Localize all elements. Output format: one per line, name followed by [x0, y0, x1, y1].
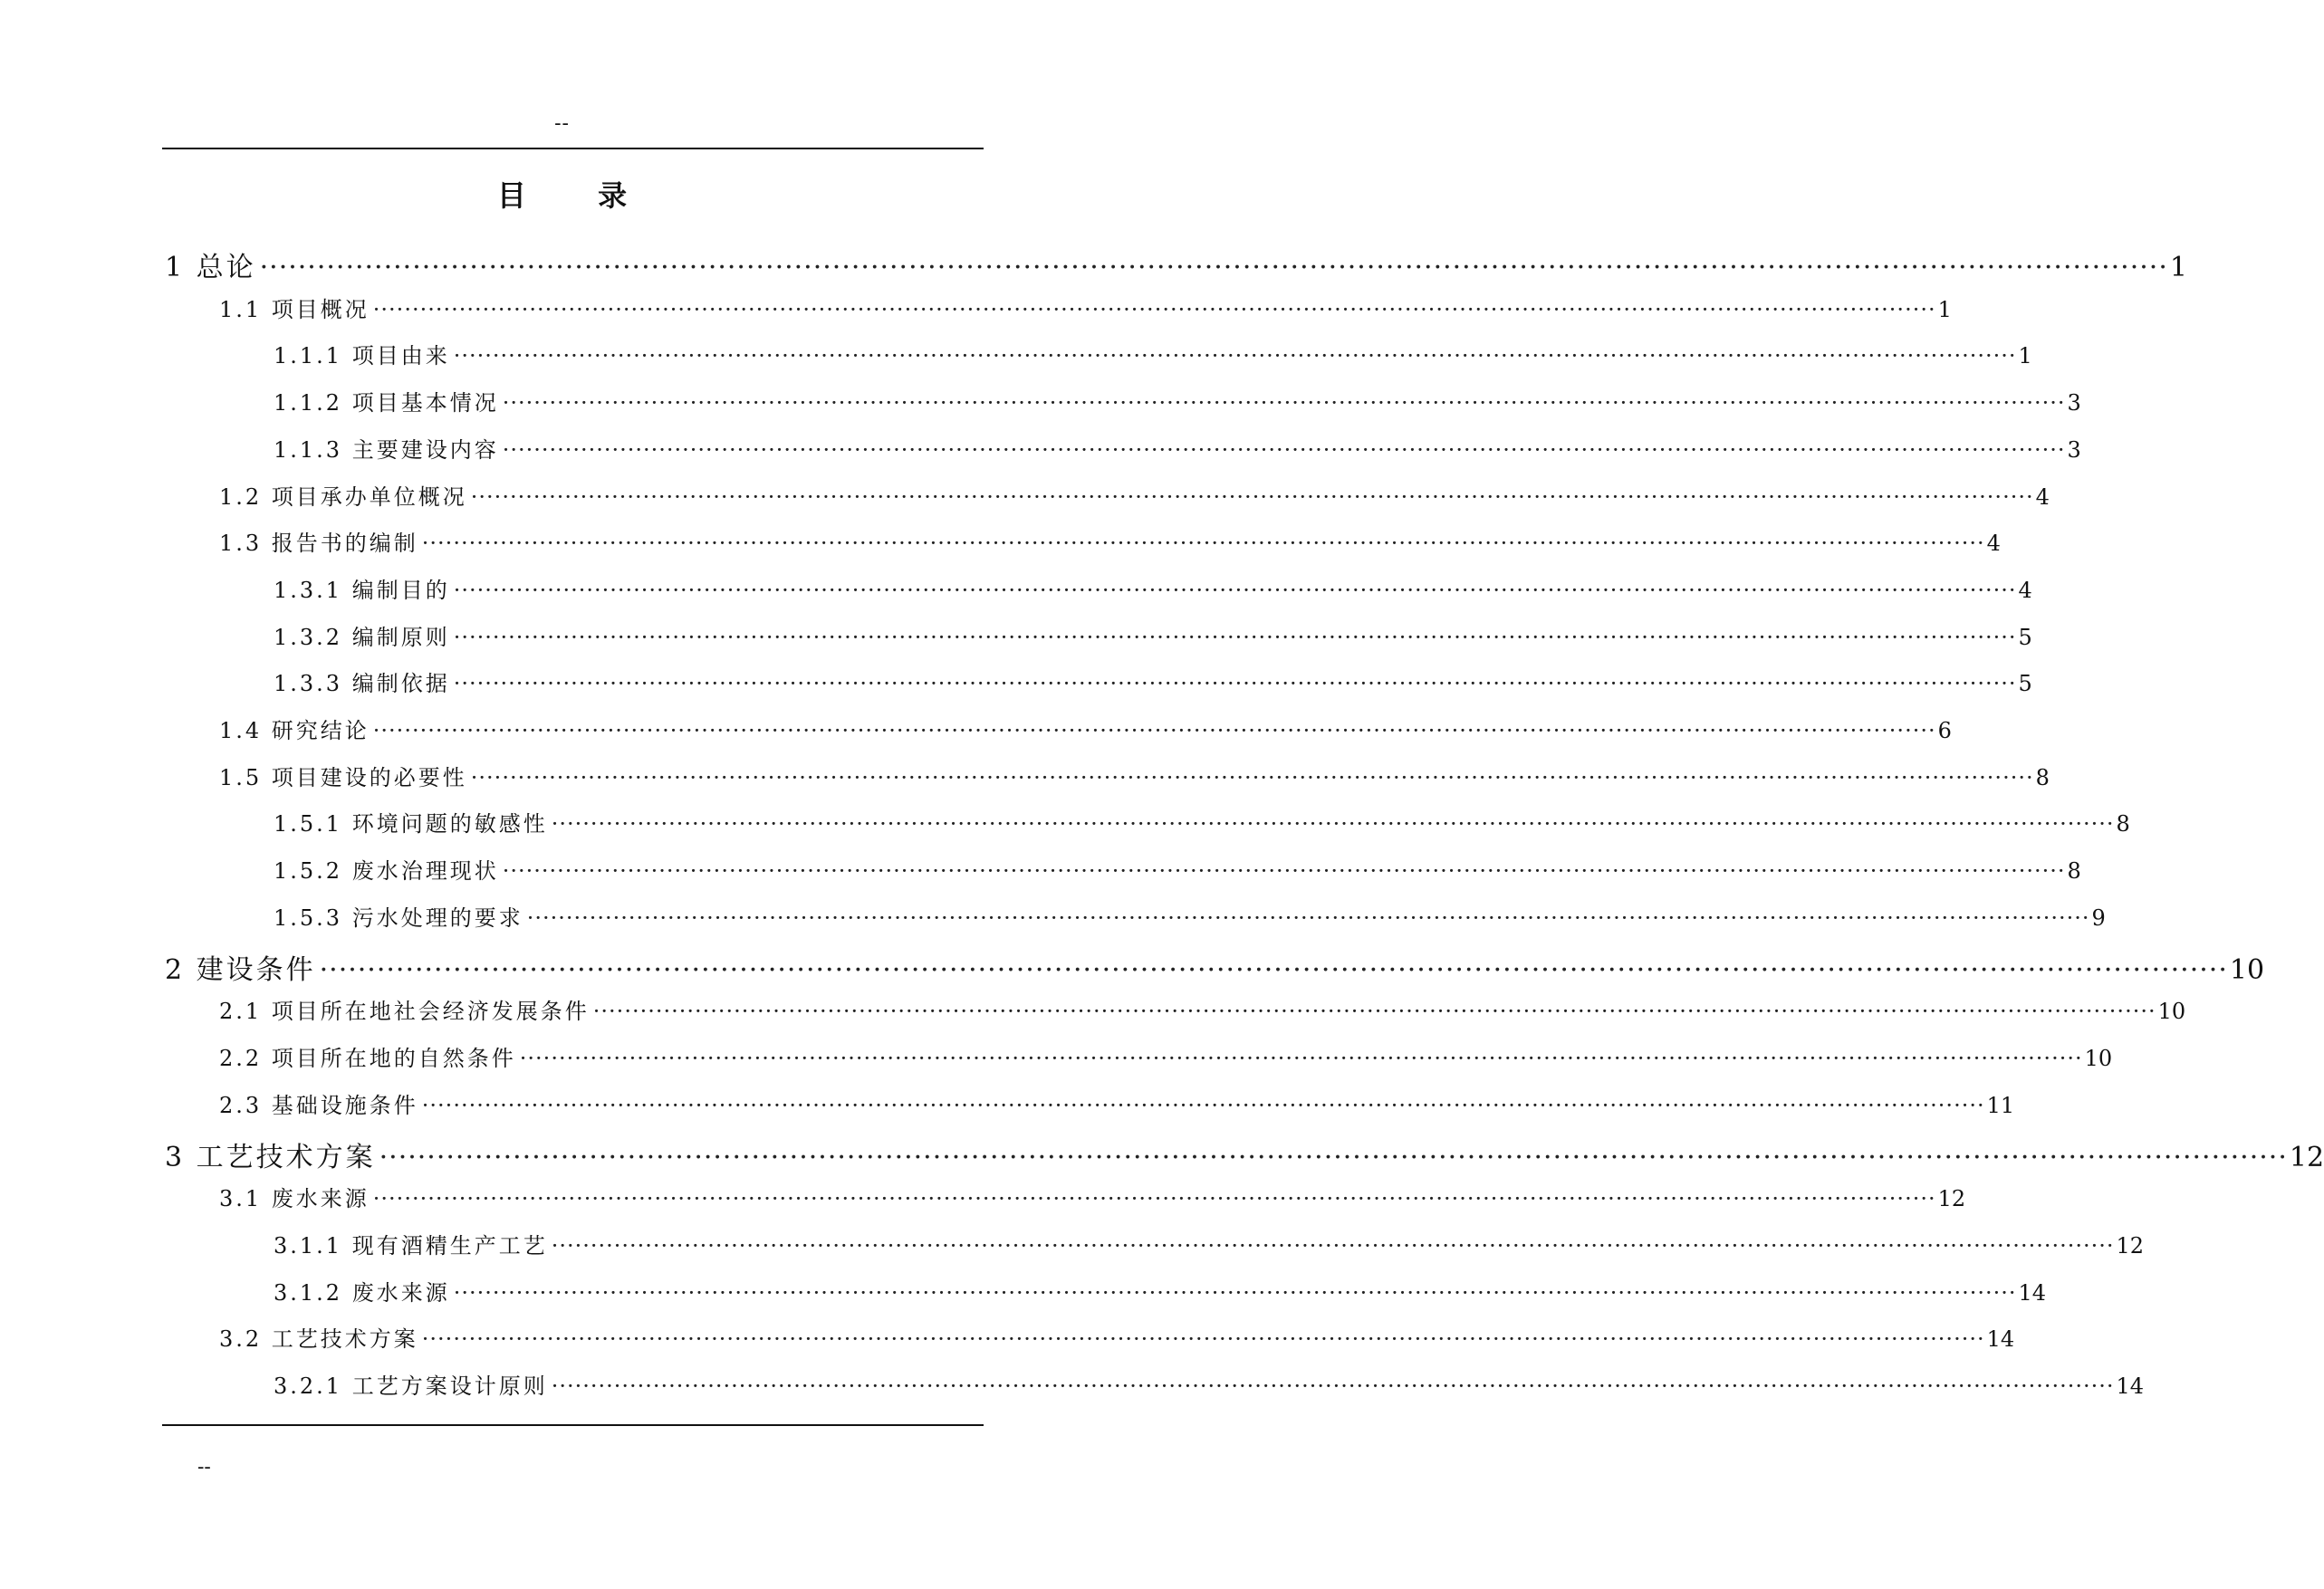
toc-entry[interactable]	[219, 525, 2001, 557]
toc-dot-leader: ········································································································································································································	[502, 858, 2066, 884]
toc-entry[interactable]	[274, 853, 2081, 885]
page-title: 目 录	[496, 178, 658, 213]
toc-entry[interactable]	[274, 1368, 2145, 1400]
toc-page-number: 4	[2035, 484, 2050, 510]
toc-page-number: 4	[1986, 531, 2001, 556]
toc-dot-leader: ········································································································································································································	[551, 1374, 2115, 1399]
toc-entry[interactable]	[274, 619, 2032, 651]
toc-entry-label: 1.1.2 项目基本情况	[274, 390, 499, 416]
toc-entry-label: 1.3.2 编制原则	[274, 625, 450, 650]
toc-entry[interactable]	[274, 432, 2081, 464]
toc-page-number: 8	[2035, 765, 2050, 790]
toc-entry[interactable]	[274, 665, 2032, 697]
toc-entry-label: 3 工艺技术方案	[165, 1142, 376, 1173]
toc-page-number: 3	[2067, 390, 2081, 416]
toc-dot-leader: ········································································································································································································	[421, 1093, 1985, 1118]
toc-entry-label: 2.2 项目所在地的自然条件	[219, 1046, 516, 1071]
toc-entry-label: 1.3.1 编制目的	[274, 578, 450, 603]
toc-dot-leader: ········································································································································································································	[470, 484, 2034, 510]
toc-page-number: 14	[1986, 1326, 2015, 1352]
toc-entry[interactable]	[274, 572, 2032, 604]
toc-entry[interactable]	[219, 1040, 2113, 1072]
toc-dot-leader: ········································································································································································································	[526, 905, 2090, 931]
toc-page-number: 14	[2018, 1280, 2047, 1306]
toc-entry-label: 3.2 工艺技术方案	[219, 1326, 418, 1352]
toc-entry-label: 1.1.3 主要建设内容	[274, 437, 499, 463]
page-footer-mark: --	[197, 1456, 211, 1479]
toc-entry-label: 1.3 报告书的编制	[219, 531, 418, 556]
toc-entry[interactable]	[165, 1134, 2324, 1174]
toc-entry-label: 2 建设条件	[165, 954, 316, 986]
toc-entry-label: 1.5.3 污水处理的要求	[274, 905, 523, 931]
toc-dot-leader: ········································································································································································································	[551, 1233, 2115, 1259]
toc-entry-label: 1.5 项目建设的必要性	[219, 765, 467, 790]
toc-entry-label: 1.5.1 环境问题的敏感性	[274, 811, 548, 837]
toc-entry-label: 1.1 项目概况	[219, 297, 370, 322]
toc-entry[interactable]	[219, 292, 1952, 323]
toc-dot-leader: ········································································································································································································	[502, 437, 2066, 463]
toc-entry[interactable]	[219, 993, 2186, 1025]
toc-entry[interactable]	[274, 900, 2106, 932]
toc-page-number: 10	[2229, 954, 2265, 986]
toc-page-number: 12	[2116, 1233, 2145, 1259]
toc-dot-leader: ········································································································································································································	[372, 718, 1936, 743]
toc-page-number: 1	[2018, 343, 2032, 369]
toc-entry[interactable]	[219, 760, 2050, 791]
toc-entry[interactable]	[274, 338, 2032, 369]
toc-entry-label: 1.2 项目承办单位概况	[219, 484, 467, 510]
toc-dot-leader: ········································································································································································································	[502, 390, 2066, 416]
toc-dot-leader: ········································································································································································································	[519, 1046, 2083, 1071]
toc-entry[interactable]	[274, 1228, 2145, 1259]
toc-page-number: 11	[1986, 1093, 2015, 1118]
toc-dot-leader: ········································································································································································································	[372, 1186, 1936, 1211]
toc-entry[interactable]	[274, 1275, 2047, 1307]
toc-entry[interactable]	[219, 1181, 1966, 1212]
toc-page-number: 6	[1937, 718, 1952, 743]
toc-page-number: 4	[2018, 578, 2032, 603]
toc-dot-leader: ········································································································································································································	[453, 625, 2017, 650]
toc-dot-leader: ········································································································································································································	[453, 671, 2017, 696]
toc-page-number: 12	[2289, 1142, 2324, 1173]
toc-dot-leader: ········································································································································································································	[421, 1326, 1985, 1352]
toc-page-number: 10	[2157, 999, 2186, 1024]
toc-entry[interactable]	[274, 806, 2130, 838]
toc-dot-leader: ········································································································································································································	[470, 765, 2034, 790]
toc-entry[interactable]	[219, 1087, 2015, 1119]
toc-dot-leader: ········································································································································································································	[372, 297, 1936, 322]
page-header-mark: --	[554, 112, 570, 135]
toc-page-number: 3	[2067, 437, 2081, 463]
toc-entry-label: 3.1 废水来源	[219, 1186, 370, 1211]
toc-page-number: 5	[2018, 671, 2032, 696]
toc-entry-label: 1.1.1 项目由来	[274, 343, 450, 369]
toc-entry-label: 1.3.3 编制依据	[274, 671, 450, 696]
footer-rule	[162, 1424, 984, 1426]
toc-entry[interactable]	[219, 713, 1952, 744]
toc-dot-leader: ········································································································································································································	[453, 1280, 2017, 1306]
toc-dot-leader: ········································································································································································································	[592, 999, 2156, 1024]
toc-entry-label: 2.1 项目所在地社会经济发展条件	[219, 999, 590, 1024]
toc-entry-label: 2.3 基础设施条件	[219, 1093, 418, 1118]
toc-entry[interactable]	[219, 1321, 2015, 1353]
toc-entry-label: 1.5.2 废水治理现状	[274, 858, 499, 884]
toc-page-number: 10	[2084, 1046, 2113, 1071]
toc-dot-leader: ········································································································································································································	[259, 252, 2168, 283]
toc-dot-leader: ········································································································································································································	[421, 531, 1985, 556]
toc-page-number: 1	[1937, 297, 1952, 322]
toc-entry-label: 1.4 研究结论	[219, 718, 370, 743]
toc-page-number: 8	[2116, 811, 2130, 837]
toc-dot-leader: ········································································································································································································	[453, 578, 2017, 603]
toc-entry[interactable]	[274, 385, 2081, 416]
toc-page-number: 5	[2018, 625, 2032, 650]
toc-page-number: 12	[1937, 1186, 1966, 1211]
toc-dot-leader: ········································································································································································································	[551, 811, 2115, 837]
toc-entry-label: 3.1.2 废水来源	[274, 1280, 450, 1306]
toc-dot-leader: ········································································································································································································	[379, 1142, 2288, 1173]
toc-entry[interactable]	[219, 479, 2050, 511]
toc-page-number: 14	[2116, 1374, 2145, 1399]
toc-page-number: 8	[2067, 858, 2081, 884]
toc-entry-label: 1 总论	[165, 252, 256, 283]
toc-page-number: 1	[2169, 252, 2187, 283]
toc-dot-leader: ········································································································································································································	[453, 343, 2017, 369]
header-rule	[162, 148, 984, 149]
toc-entry[interactable]	[165, 947, 2265, 987]
toc-entry-label: 3.2.1 工艺方案设计原则	[274, 1374, 548, 1399]
toc-entry-label: 3.1.1 现有酒精生产工艺	[274, 1233, 548, 1259]
toc-page-number: 9	[2091, 905, 2106, 931]
toc-entry[interactable]	[165, 244, 2187, 284]
toc-dot-leader: ········································································································································································································	[319, 954, 2228, 986]
